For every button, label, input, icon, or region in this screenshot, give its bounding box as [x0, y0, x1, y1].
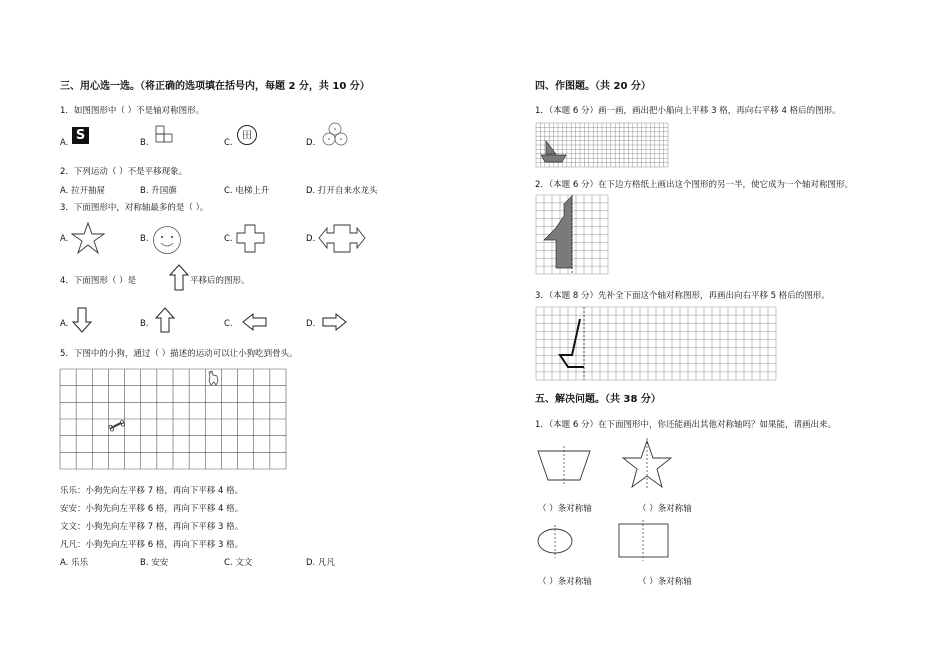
q5-line-anan: 安安：小狗先向左平移 6 格，再向下平移 4 格。 [60, 504, 244, 514]
s5-q1-text: 1．（本题 6 分）在下面图形中，你还能画出其他对称轴吗？如果能，请画出来。 [535, 420, 836, 430]
s4-q3-text: 3．（本题 8 分）先补全下面这个轴对称图形，再画出向右平移 5 格后的图形。 [535, 291, 830, 301]
q5-option-b[interactable]: B. 安安 [140, 558, 169, 568]
q4-option-c[interactable]: C. [224, 319, 233, 329]
axis-count-star[interactable]: （ ）条对称轴 [638, 504, 692, 514]
up-arrow-reference-icon [170, 264, 190, 292]
q1-option-d[interactable]: D. [306, 138, 316, 148]
cross-shape-icon [236, 224, 266, 254]
q4-text-before: 4．下面图形（ ）是 [60, 276, 137, 286]
axis-count-trapezoid[interactable]: （ ）条对称轴 [538, 504, 592, 514]
q4-text-after: 平移后的图形。 [190, 276, 250, 286]
q4-option-d[interactable]: D. [306, 319, 316, 329]
q5-line-wenwen: 文文：小狗先向左平移 7 格，再向下平移 3 格。 [60, 522, 244, 532]
axis-count-rectangle[interactable]: （ ）条对称轴 [638, 577, 692, 587]
up-arrow-icon [156, 307, 176, 333]
q2-option-b[interactable]: B. 升国旗 [140, 186, 177, 196]
q3-text: 3．下面图形中，对称轴最多的是（ ）。 [60, 203, 209, 213]
section4-title: 四、作图题。（共 20 分） [535, 81, 651, 92]
left-arrow-icon [242, 314, 268, 332]
q5-text: 5．下图中的小狗，通过（ ）描述的运动可以让小狗吃到骨头。 [60, 349, 298, 359]
ellipse-shape-icon [536, 525, 578, 559]
squares-shape-icon [155, 125, 175, 145]
bone-icon [108, 420, 126, 432]
dog-grid [60, 369, 286, 469]
q5-line-fanfan: 凡凡：小狗先向左平移 6 格，再向下平移 3 格。 [60, 540, 244, 550]
q4-option-a[interactable]: A. [60, 319, 69, 329]
star-axis-icon [622, 440, 674, 490]
s-letter-icon: S [72, 127, 89, 144]
half-figure-shape [536, 195, 608, 274]
three-circles-icon [322, 122, 350, 148]
q5-option-a[interactable]: A. 乐乐 [60, 558, 89, 568]
s4-q1-text: 1．（本题 6 分）画一画，画出把小船向上平移 3 格，再向右平移 4 格后的图形。 [535, 106, 841, 116]
q1-text: 1．如图图形中（ ）不是轴对称图形。 [60, 106, 205, 116]
axis-count-ellipse[interactable]: （ ）条对称轴 [538, 577, 592, 587]
double-arrow-shape-icon [318, 224, 368, 254]
s4-q2-text: 2．（本题 6 分）在下边方格纸上画出这个图形的另一半，使它成为一个轴对称图形。 [535, 180, 853, 190]
q2-text: 2．下列运动（ ）不是平移现象。 [60, 167, 188, 177]
q5-option-c[interactable]: C. 文文 [224, 558, 253, 568]
q5-line-lele: 乐乐：小狗先向左平移 7 格，再向下平移 4 格。 [60, 486, 244, 496]
q3-option-b[interactable]: B. [140, 234, 149, 244]
down-arrow-icon [73, 307, 93, 333]
q1-option-a[interactable]: A. [60, 138, 69, 148]
circle-pattern-icon [237, 125, 259, 147]
svg-text:田: 田 [242, 130, 252, 142]
trapezoid-shape-icon [536, 446, 594, 486]
q3-option-d[interactable]: D. [306, 234, 316, 244]
axis-figure-shape [536, 307, 776, 380]
dog-icon [205, 369, 221, 387]
q5-option-d[interactable]: D. 凡凡 [306, 558, 335, 568]
right-arrow-icon [322, 314, 348, 332]
star-shape-icon [72, 222, 106, 254]
q3-option-a[interactable]: A. [60, 234, 69, 244]
smiley-face-icon [152, 225, 184, 257]
q2-option-c[interactable]: C. 电梯上升 [224, 186, 270, 196]
section5-title: 五、解决问题。（共 38 分） [535, 394, 661, 405]
q4-option-b[interactable]: B. [140, 319, 149, 329]
boat-shape [536, 123, 668, 167]
q1-option-c[interactable]: C. [224, 138, 233, 148]
q1-option-b[interactable]: B. [140, 138, 149, 148]
q3-option-c[interactable]: C. [224, 234, 233, 244]
q2-option-a[interactable]: A. 拉开抽屉 [60, 186, 106, 196]
q2-option-d[interactable]: D. 打开自来水龙头 [306, 186, 378, 196]
section3-title: 三、用心选一选。（将正确的选项填在括号内，每题 2 分，共 10 分） [60, 81, 370, 92]
rectangle-shape-icon [616, 520, 672, 562]
